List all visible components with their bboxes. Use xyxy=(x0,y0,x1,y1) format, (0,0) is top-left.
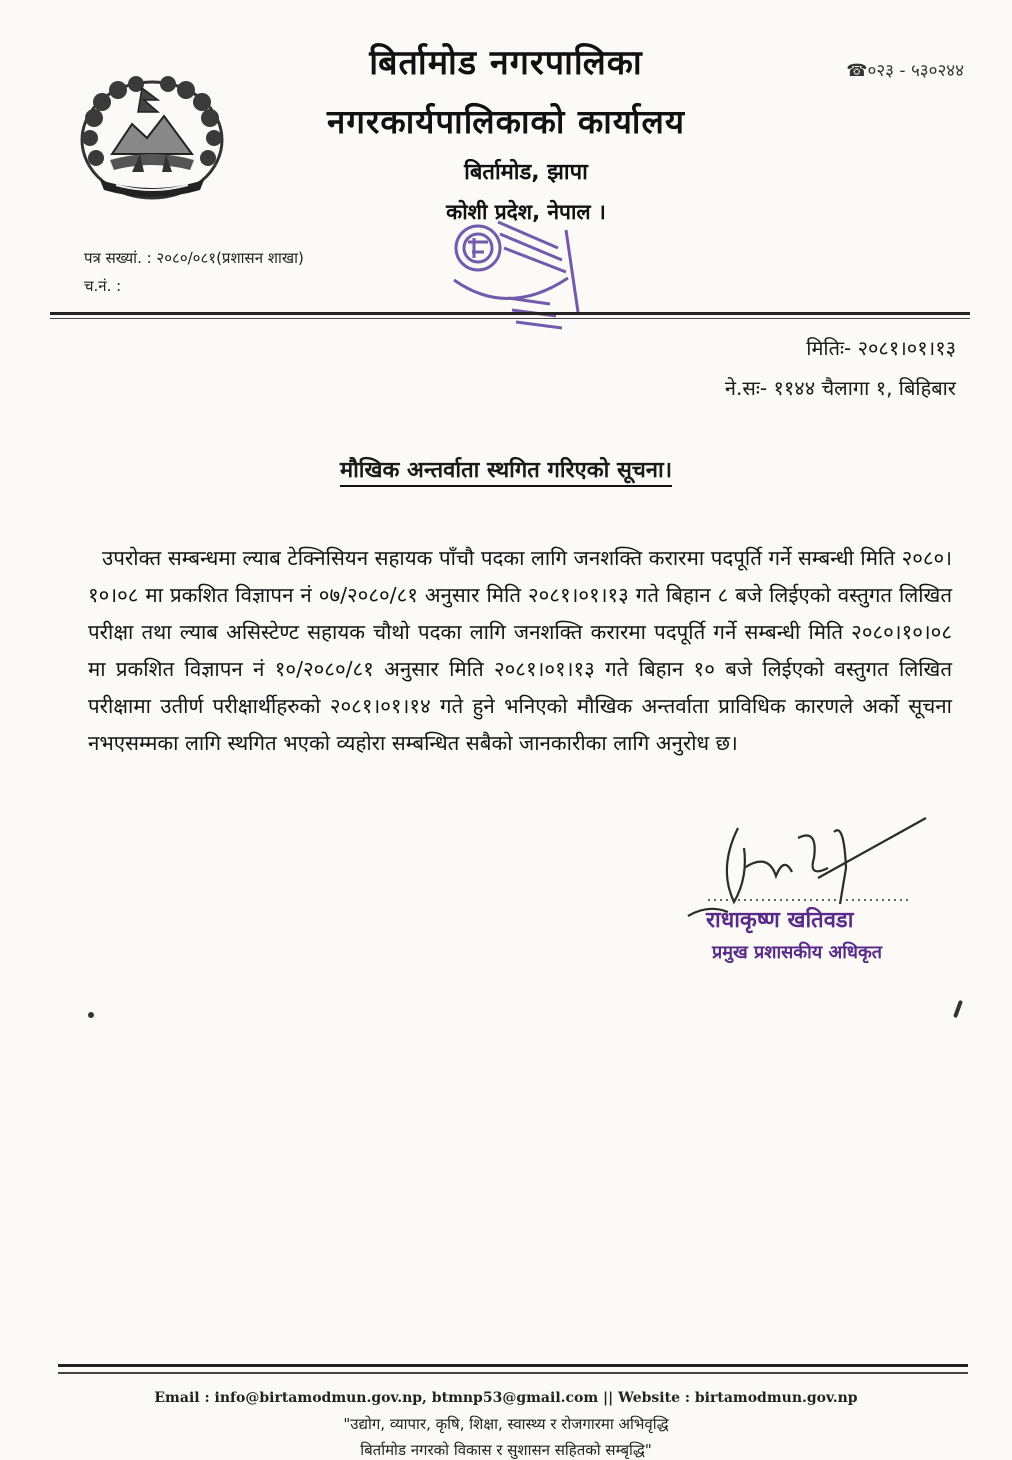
footer-divider-thin xyxy=(58,1372,968,1374)
dispatch-number: च.नं. : xyxy=(84,277,122,295)
notice-subject-text: मौखिक अन्तर्वाता स्थगित गरिएको सूचना। xyxy=(340,458,672,487)
signatory-title: प्रमुख प्रशासकीय अधिकृत xyxy=(712,942,883,963)
issue-date: मितिः- २०८१।०१।१३ xyxy=(806,336,956,360)
office-location: बिर्तामोड, झापा xyxy=(464,160,588,185)
municipality-name: बिर्तामोड नगरपालिका xyxy=(369,43,643,83)
office-name: नगरकार्यपालिकाको कार्यालय xyxy=(327,102,685,141)
scan-speck xyxy=(953,1000,963,1018)
scan-speck xyxy=(88,1012,94,1018)
nepal-sambat-date: ने.सः- ११४४ चैलागा १, बिहिबार xyxy=(724,376,956,400)
footer-contact: Email : info@birtamodmun.gov.np, btmnp53@gmail.com || Website : birtamodmun.gov.np xyxy=(154,1390,858,1406)
footer-slogan-line2: बिर्तामोड नगरको विकास र सुशासन सहितको सम्बृद्धि" xyxy=(360,1441,652,1459)
letter-number: पत्र सख्यां. : २०८०/०८१(प्रशासन शाखा) xyxy=(84,249,304,267)
notice-body: उपरोक्त सम्बन्धमा ल्याब टेक्निसियन सहायक पाँचौ पदका लागि जनशक्ति करारमा पदपूर्ति गर्ने सम्बन्धी मिति २०८०।१०।०८ मा प्रकशित विज्ञापन नं ०७/२०८०/८१ अनुसार मिति २०८१।०१।१३ गते बिहान ८ बजे लिईएको वस्तुगत लिखित परीक्षा तथा ल्याब असिस्टेण्ट सहायक चौथो पदका लागि जनशक्ति करारमा पदपूर्ति गर्ने सम्बन्धी मिति २०८०।१०।०८ मा प्रकशित विज्ञापन नं १०/२०८०/८१ अनुसार मिति २०८१।०१।१३ गते बिहान १० बजे लिईएको वस्तुगत लिखित परीक्षामा उतीर्ण परीक्षार्थीहरुको २०८१।०१।१४ गते हुने भनिएको मौखिक अन्तर्वाता प्राविधिक कारणले अर्को सूचना नभएसम्मका लागि स्थगित भएको व्यहोरा सम्बन्धित सबैको जानकारीका लागि अनुरोध छ। xyxy=(88,546,952,755)
notice-subject xyxy=(0,454,1012,484)
phone-number: ☎०२३ - ५३०२४४ xyxy=(846,61,964,81)
signature-icon xyxy=(668,808,928,918)
office-province: कोशी प्रदेश, नेपाल । xyxy=(446,200,606,224)
footer-slogan-line1: "उद्योग, व्यापार, कृषि, शिक्षा, स्वास्थ्य र रोजगारमा अभिवृद्धि xyxy=(343,1415,669,1433)
signatory-name: राधाकृष्ण खतिवडा xyxy=(706,908,854,933)
header-divider xyxy=(50,312,970,315)
office-stamp-icon xyxy=(438,208,598,358)
header-divider-thin xyxy=(50,318,970,319)
footer-divider xyxy=(58,1364,968,1367)
